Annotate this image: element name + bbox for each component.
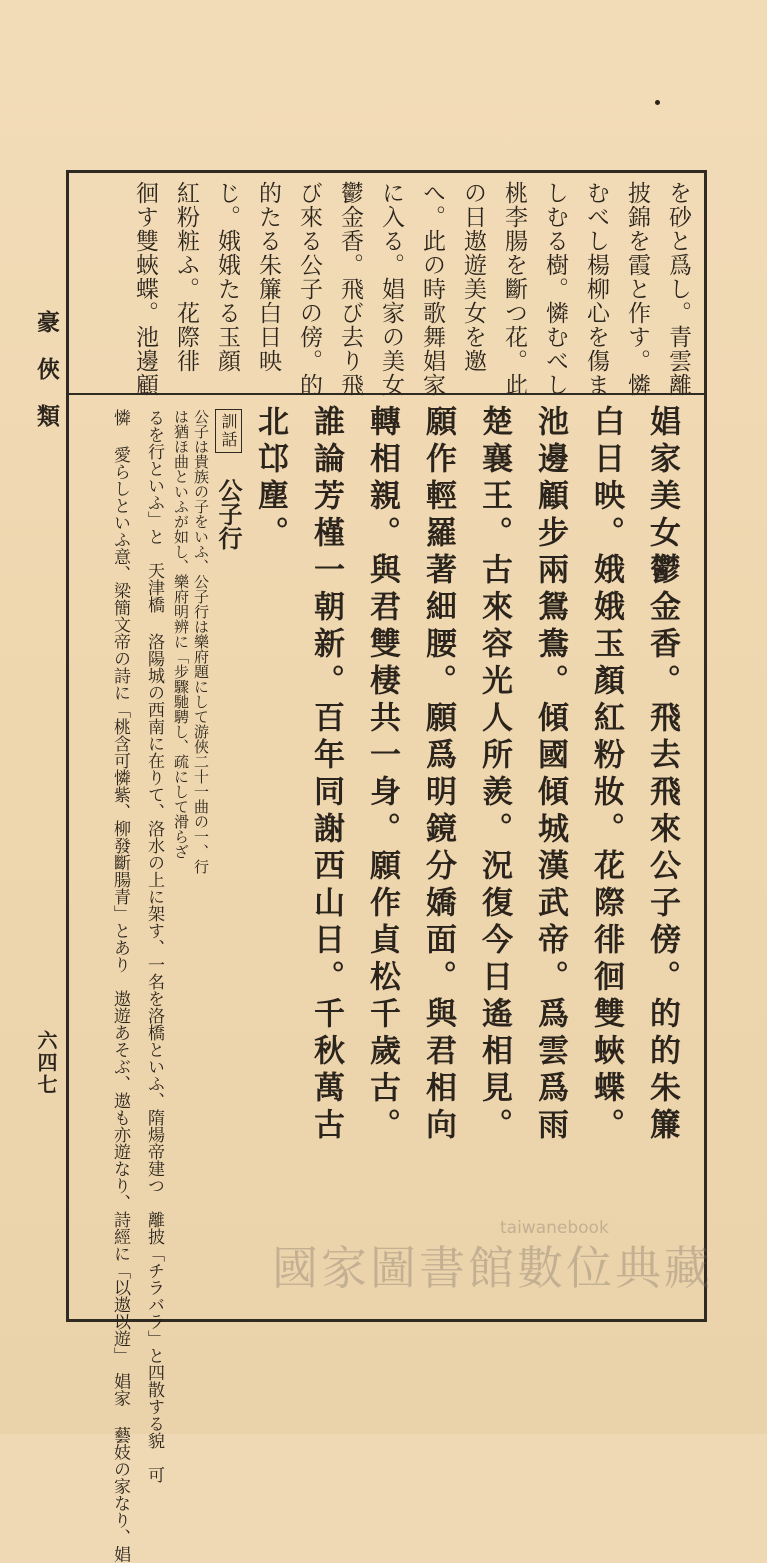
poem-col: 白日映。娥娥玉顏紅粉妝。花際徘徊雙蛺蝶。 [588,405,624,1145]
ink-dot [655,100,660,105]
poem-col: 北邙塵。 [252,405,288,553]
top-col: むべし楊柳心を傷ま [583,181,609,397]
top-col: へ。此の時歌舞娼家 [419,181,445,397]
top-col: 徊す雙蛺蝶。池邊顧 [132,181,158,397]
annotation-badge: 訓話 [215,409,242,453]
top-col: 披錦を霞と作す。憐 [624,181,650,397]
top-col: 桃李腸を斷つ花。此 [501,181,527,397]
top-col: じ。娥娥たる玉顔 [214,181,240,373]
poem-col: 誰論芳槿一朝新。百年同謝西山日。千秋萬古 [308,405,344,1145]
poem-col: 娼家美女鬱金香。飛去飛來公子傍。的的朱簾 [644,405,680,1145]
main-poem-text [242,405,690,1305]
note-text: 憐 愛らしといふ意、梁簡文帝の詩に「桃含可憐紫、柳發斷腸青」とあり 遨遊あそぶ、遨も亦遊なり、詩經に「以遨以遊」 娼家 藝妓の家なり、娼 [110,409,130,1563]
top-col: しむる樹。憐むべし [542,181,568,397]
poem-col: 楚襄王。古來容光人所羨。況復今日遙相見。 [476,405,512,1145]
top-col: び來る公子の傍。的 [296,181,322,397]
library-watermark: 國家圖書館數位典藏 [272,1241,713,1295]
poem-col: 池邊顧步兩鴛鴦。傾國傾城漢武帝。爲雲爲雨 [532,405,568,1145]
poem-col: 轉相親。與君雙棲共一身。願作貞松千歲古。 [364,405,400,1145]
annotation-notes [103,409,246,1563]
note-text: は猶ほ曲といふが如し、樂府明辨に「步驟馳騁し、疏にして滑らざ [172,409,190,859]
top-col: 鬱金香。飛び去り飛 [337,181,363,397]
section-divider [69,393,704,395]
note-text: るを行といふ」と 天津橋 洛陽城の西南に在りて、洛水の上に架す、一名を洛橋といふ、隋煬帝建つ 離披「チラバラ」と四散する貌 可 [144,409,164,1483]
note-headword: 公子行 [214,478,243,550]
category-label: 豪俠類 [33,310,60,451]
top-col: 的たる朱簾白日映 [255,181,281,373]
site-watermark: taiwanebook [500,1218,609,1238]
top-col: の日遨遊美女を邀 [460,181,486,373]
top-col: 紅粉粧ふ。花際徘 [173,181,199,373]
top-col: に入る。娼家の美女 [378,181,404,397]
top-translation-block [124,181,698,397]
text-frame [66,170,707,1563]
poem-col: 願作輕羅著細腰。願爲明鏡分嬌面。與君相向 [420,405,456,1145]
page-number: 六四七 [34,1030,58,1096]
note-text: 公子は貴族の子をいふ、公子行は樂府題にして游俠二十一曲の一、行 [192,409,210,874]
top-col: を砂と爲し。青雲離 [665,181,691,397]
